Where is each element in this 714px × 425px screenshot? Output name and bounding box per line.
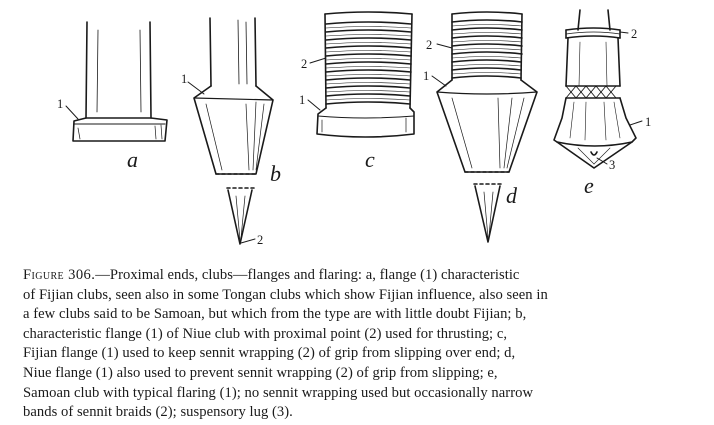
figure-label: Figure 306. <box>23 267 96 283</box>
caption-line-6: Niue flange (1) also used to prevent sennit wrapping (2) of grip from slipping; e, <box>23 364 498 381</box>
panel-d-letter: d <box>506 183 517 208</box>
caption-line-8: bands of sennit braids (2); suspensory lug (3). <box>23 404 293 421</box>
panel-e-callout-3: 3 <box>609 158 616 172</box>
caption-line-5: Fijian flange (1) used to keep sennit wrapping (2) of grip from slipping over end; d, <box>23 345 516 362</box>
caption-line-3: a few clubs said to be Samoan, but which from the type are with little doubt Fijian; b, <box>23 306 527 323</box>
panel-c-callout-2: 2 <box>301 57 308 71</box>
club-e-drawing <box>554 10 642 168</box>
panel-b-callout-1: 1 <box>181 72 188 86</box>
caption-line-7: Samoan club with typical flaring (1); no sennit wrapping used but occasionally narrow <box>23 384 534 401</box>
panel-b-callout-2: 2 <box>257 233 264 247</box>
panel-e-letter: e <box>584 173 594 198</box>
panel-d-callout-2: 2 <box>426 38 433 52</box>
caption-text-1: —Proximal ends, clubs—flanges and flaring: a, flange (1) characteristic <box>95 267 520 283</box>
panel-b-letter: b <box>270 161 281 186</box>
panel-e-callout-2: 2 <box>631 27 638 41</box>
panel-e-callout-1: 1 <box>645 115 652 129</box>
caption-line-2: of Fijian clubs, seen also in some Tongan clubs which show Fijian influence, also seen in <box>23 286 548 303</box>
club-d-drawing <box>432 12 537 242</box>
panel-d-callout-1: 1 <box>423 69 430 83</box>
club-a-drawing <box>66 22 167 141</box>
panel-a-callout-1: 1 <box>57 97 64 111</box>
panel-c-callout-1: 1 <box>299 93 306 107</box>
club-b-drawing <box>188 18 273 244</box>
club-c-drawing <box>308 12 414 137</box>
caption-line-1 <box>23 266 698 286</box>
caption-line-4: characteristic flange (1) of Niue club with proximal point (2) used for thrusting; c, <box>23 325 508 342</box>
panel-a-letter: a <box>127 147 138 172</box>
figure-caption <box>23 266 698 423</box>
panel-c-letter: c <box>365 147 375 172</box>
